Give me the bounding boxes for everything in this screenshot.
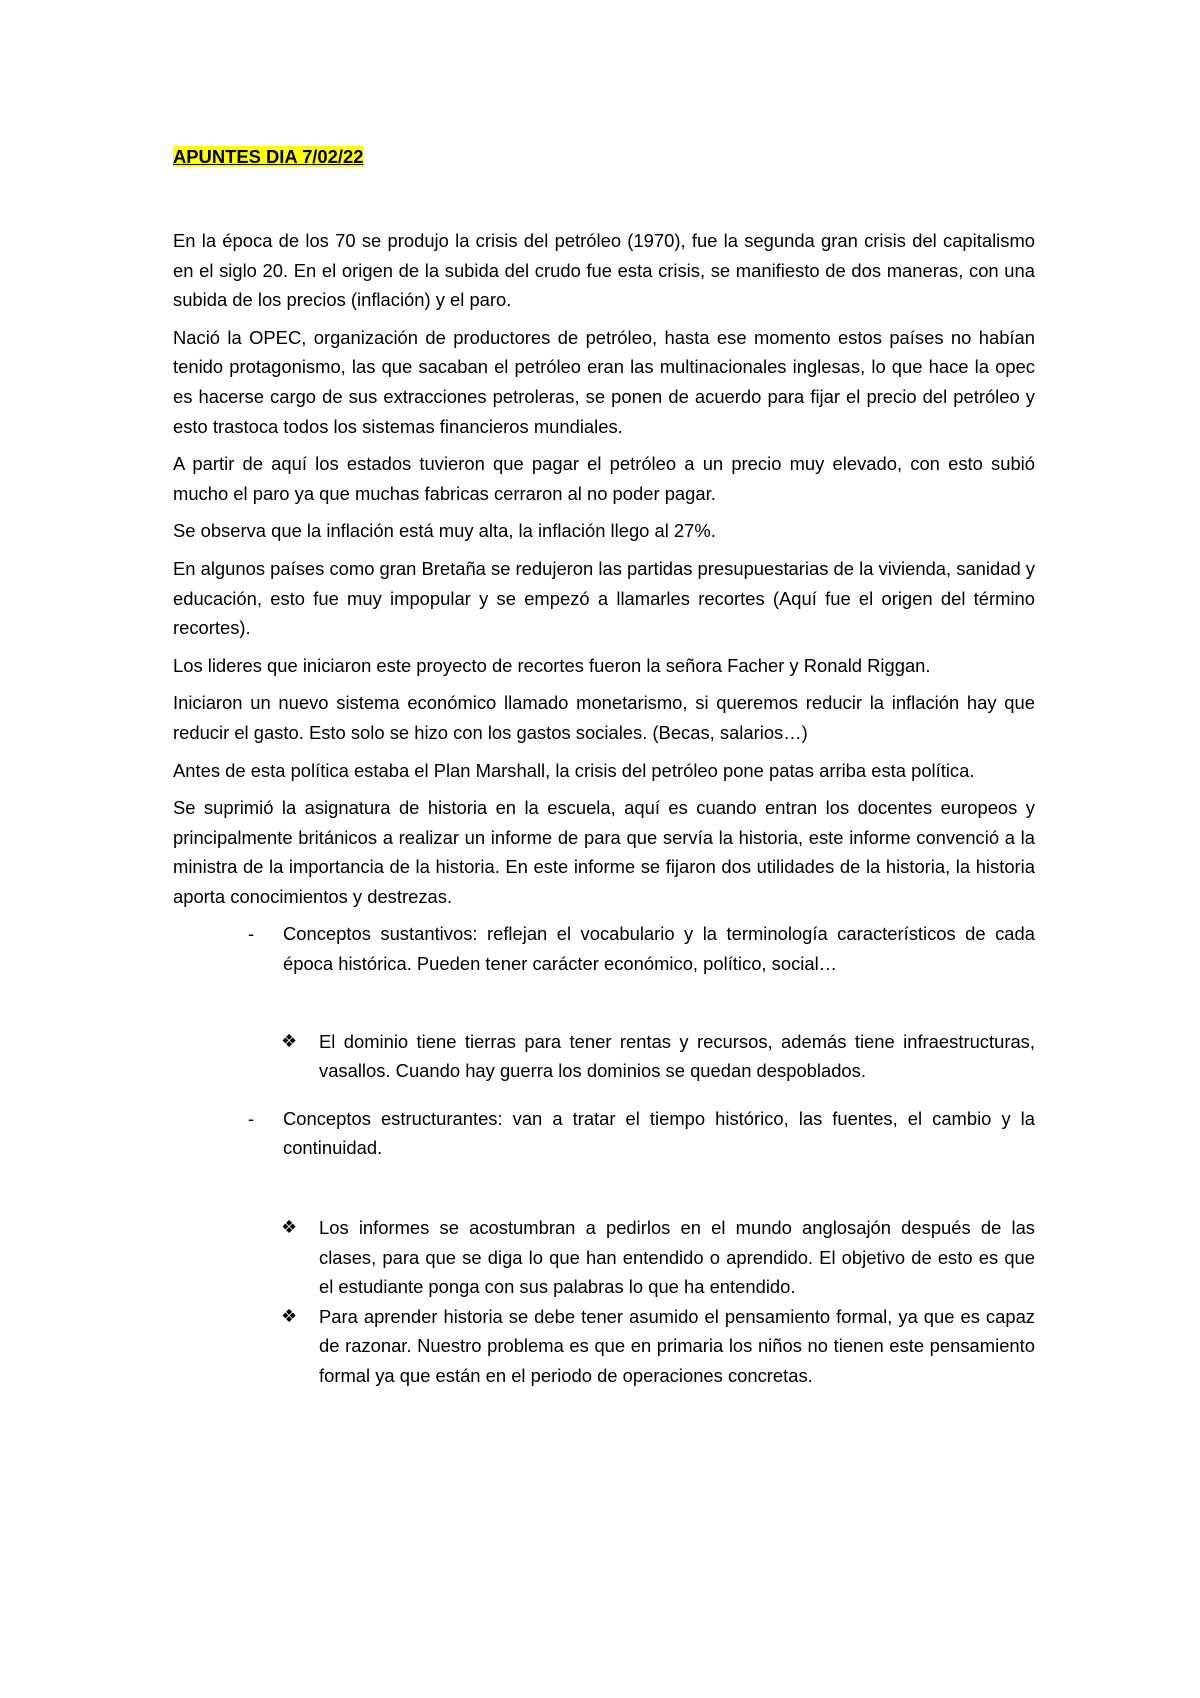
document-page [173,146,1035,1391]
spacer [173,987,1035,1027]
page-title [173,146,1035,168]
dash-item-text: Conceptos sustantivos: reflejan el vocabulario y la terminología característicos de cada época histórica. Pueden tener carácter económico, político, social… [283,923,1035,975]
paragraph-6: Los lideres que iniciaron este proyecto de recortes fueron la señora Facher y Ronald Riggan. [173,654,931,676]
bullet-item-text: Los informes se acostumbran a pedirlos en el mundo anglosajón después de las clases, para que se diga lo que han entendido o aprendido. El objetivo de esto es que el estudiante ponga con sus palabras lo que ha entendido. [319,1217,1035,1298]
dash-item-text: Conceptos estructurantes: van a tratar el tiempo histórico, las fuentes, el cambio y la continuidad. [283,1107,1035,1159]
diamond-bullet-icon: ❖ [281,1305,298,1327]
paragraph-1: En la época de los 70 se produjo la crisis del petróleo (1970), fue la segunda gran crisis del capitalismo en el siglo 20. En el origen de la subida del crudo fue esta crisis, se manifiesto de dos maneras, con una subida de los precios (inflación) y el paro. [173,230,1035,311]
diamond-bullet-icon: ❖ [281,1030,298,1052]
dash-list-item-1 [173,919,1035,978]
paragraph-5: En algunos países como gran Bretaña se redujeron las partidas presupuestarias de la vivienda, sanidad y educación, esto fue muy impopular y se empezó a llamarles recortes (Aquí fue el origen del término recortes). [173,557,1035,639]
bullet-list-item-1 [173,1027,1035,1086]
bullet-list-item-2 [173,1213,1035,1302]
paragraph-3: A partir de aquí los estados tuvieron que pagar el petróleo a un precio muy elevado, con esto subió mucho el paro ya que muchas fabricas cerraron al no poder pagar. [173,453,1035,504]
paragraph-7: Iniciaron un nuevo sistema económico llamado monetarismo, si queremos reducir la inflación hay que reducir el gasto. Esto solo se hizo con los gastos sociales. (Becas, salarios…) [173,692,1035,743]
bullet-item-text: Para aprender historia se debe tener asumido el pensamiento formal, ya que es capaz de razonar. Nuestro problema es que en primaria los niños no tienen este pensamiento formal ya que están en el periodo de operaciones concretas. [319,1305,1035,1386]
spacer [173,1171,1035,1213]
paragraph-8: Antes de esta política estaba el Plan Marshall, la crisis del petróleo pone patas arriba esta política. [173,759,975,781]
dash-marker: - [248,923,255,945]
diamond-bullet-icon: ❖ [281,1217,298,1239]
paragraph-9: Se suprimió la asignatura de historia en la escuela, aquí es cuando entran los docentes europeos y principalmente británicos a realizar un informe de para que servía la historia, este informe convenció a la ministra de la importancia de la historia. En este informe se fijaron dos utilidades de la historia, la historia aporta conocimientos y destrezas. [173,797,1035,907]
bullet-list-item-3 [173,1302,1035,1391]
paragraph-2: Nació la OPEC, organización de productores de petróleo, hasta ese momento estos países no habían tenido protagonismo, las que sacaban el petróleo eran las multinacionales inglesas, lo que hace la opec es hacerse cargo de sus extracciones petroleras, se ponen de acuerdo para fijar el precio del petróleo y esto trastoca todos los sistemas financieros mundiales. [173,326,1035,437]
bullet-item-text: El dominio tiene tierras para tener rentas y recursos, además tiene infraestructuras, vasallos. Cuando hay guerra los dominios se quedan despoblados. [319,1030,1035,1082]
spacer [173,1086,1035,1104]
title-highlight: APUNTES DIA 7/02/22 [173,146,364,167]
dash-marker: - [248,1107,255,1129]
dash-list-item-2 [173,1104,1035,1163]
paragraph-4: Se observa que la inflación está muy alta, la inflación llego al 27%. [173,520,716,542]
